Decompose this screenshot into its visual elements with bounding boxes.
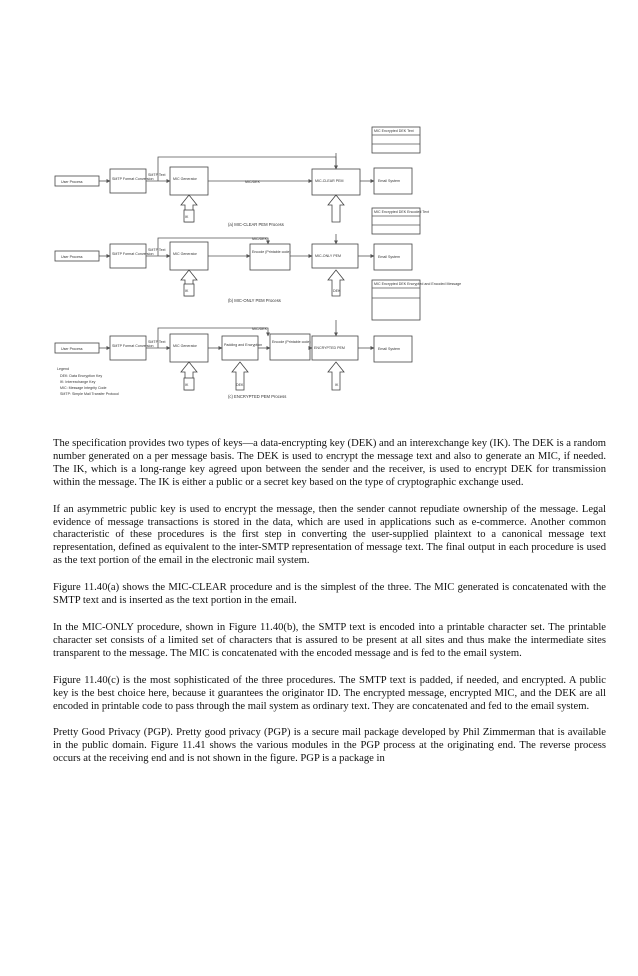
smtp-format-a: SMTP Format Conversion: [112, 177, 154, 181]
top-stack-a: MIC Encrypted DEK Text: [374, 129, 414, 133]
padding-encryption-c: Padding and Encryption: [224, 343, 263, 347]
mic-generator-c: MIC Generator: [173, 344, 197, 348]
top-stack-b: MIC Encrypted DEK Encoded Text: [374, 210, 429, 214]
ik-b: IK: [185, 289, 189, 293]
mic-dek-b: MIC/DEK: [252, 237, 267, 241]
paragraph-encrypted: Figure 11.40(c) is the most sophisticated of the three procedures. The SMTP text is padded, if needed, and encrypted. A public key is the best choice here, because it guarantees the originator ID. The encrypted message, encrypted MIC, and the DEK are all encoded in printable code to pass through the mail system as ordinary text. They are concatenated and fed to the email system.: [53, 674, 606, 712]
dek-c1: DEK: [236, 383, 244, 387]
smtp-text-a: SMTP Text: [148, 173, 166, 177]
encode-b: Encode (Printable code): [252, 250, 291, 254]
user-process-c: User Process: [61, 347, 83, 351]
caption-a: (a) MIC-CLEAR PEM Process: [228, 222, 284, 227]
smtp-format-b: SMTP Format Conversion: [112, 252, 154, 256]
legend-item: IK: Interexchange Key: [60, 380, 96, 384]
user-process-b: User Process: [61, 255, 83, 259]
email-system-c: Email System: [378, 347, 400, 351]
smtp-text-b: SMTP Text: [148, 248, 166, 252]
paragraph-pgp: Pretty Good Privacy (PGP). Pretty good privacy (PGP) is a secure mail package developed by Phil Zimmerman that is available in the public domain. Figure 11.41 shows the various modules in the PGP process at the originating end. The reverse process occurs at the receiving end and is not shown in the figure. PGP is a package in: [53, 727, 606, 765]
paragraph-mic-only: In the MIC-ONLY procedure, shown in Figure 11.40(b), the SMTP text is encoded into a printable character set. The printable character set consists of a limited set of characters that is assured to be present at all sites and thus make the intermediate sites transparent to the message. The MIC is concatenated with the encoded message and is fed to the email system.: [53, 621, 606, 659]
mic-dek-c: MIC/DEK: [252, 327, 267, 331]
mic-generator-b: MIC Generator: [173, 252, 197, 256]
caption-c: (c) ENCRYPTED PEM Process: [228, 394, 287, 399]
ik-c: IK: [185, 383, 189, 387]
mic-generator-a: MIC Generator: [173, 177, 197, 181]
paragraph-mic-clear: Figure 11.40(a) shows the MIC-CLEAR procedure and is the simplest of the three. The MIC generated is concatenated with the SMTP text and is inserted as the text portion in the email.: [53, 582, 606, 607]
legend-title: Legend: [57, 367, 69, 371]
diagram-mic-clear: [55, 127, 420, 227]
mic-dek-a: MIC/DEK: [245, 180, 260, 184]
encrypted-pem-c: ENCRYPTED PEM: [314, 346, 345, 350]
legend-item: DEK: Data Encryption Key: [60, 374, 103, 378]
smtp-format-c: SMTP Format Conversion: [112, 344, 154, 348]
figure-legend: [57, 367, 119, 396]
ik-a: IK: [185, 215, 189, 219]
smtp-text-c: SMTP Text: [148, 340, 166, 344]
paragraph-asymmetric: If an asymmetric public key is used to encrypt the message, then the sender cannot repudiate ownership of the message. Legal evidence of message transactions is stored in the data, which are used in applications such as e-commerce. Another common characteristic of these procedures is the first step in converting the user-supplied plaintext to a canonical message text representation, defined as equivalent to the inter-SMTP representation of message text. The final output in each procedure is used as the text portion of the email in the electronic mail system.: [53, 503, 606, 567]
top-stack-c: MIC Encrypted DEK Encrypted and Encoded Message: [374, 282, 462, 286]
ik-c2: IK: [335, 383, 339, 387]
paragraph-keys: The specification provides two types of keys—a data-encrypting key (DEK) and an interexchange key (IK). The DEK is a random number generated on a per message basis. The DEK is used to encrypt the message text and also to generate an MIC, if needed. The IK, which is a long-range key agreed upon between the sender and the receiver, is used to encrypt DEK for transmission within the message. The IK is either a public or a secret key based on the type of cryptographic exchange used.: [53, 438, 606, 488]
body-text: [53, 438, 606, 780]
email-system-a: Email System: [378, 179, 400, 183]
mic-only-pem-b: MIC-ONLY PEM: [315, 254, 342, 258]
legend-item: SMTP: Simple Mail Transfer Protocol: [60, 392, 119, 396]
legend-item: MIC: Message Integrity Code: [60, 386, 107, 390]
pem-process-figure: [0, 0, 638, 420]
dek-b: DEK: [333, 289, 341, 293]
email-system-b: Email System: [378, 255, 400, 259]
encode-c: Encode (Printable code): [272, 340, 311, 344]
mic-clear-pem-a: MIC-CLEAR PEM: [315, 179, 344, 183]
caption-b: (b) MIC-ONLY PEM Process: [228, 298, 281, 303]
user-process-a: User Process: [61, 180, 83, 184]
